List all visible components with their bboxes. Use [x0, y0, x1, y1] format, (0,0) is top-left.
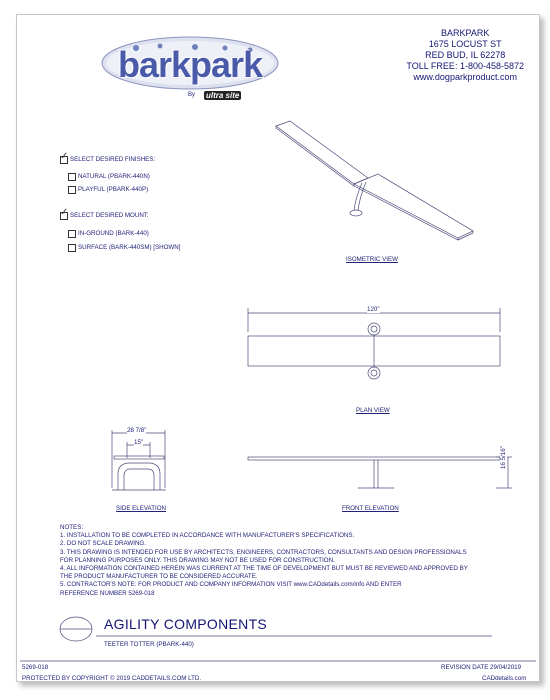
isometric-drawing — [276, 121, 473, 240]
isometric-view-label: ISOMETRIC VIEW — [346, 256, 398, 263]
company-address: 1675 LOCUST ST — [428, 39, 502, 49]
company-phone: TOLL FREE: 1-800-458-5872 — [406, 61, 524, 71]
mount-label: SELECT DESIRED MOUNT: — [70, 212, 149, 219]
company-name: BARKPARK — [441, 28, 490, 38]
caddetails-link[interactable]: CADdetails.com — [482, 675, 527, 682]
note-line: 3. THIS DRAWING IS INTENDED FOR USE BY ARCHITECTS, ENGINEERS, CONTRACTORS, CONSULTANTS AND DESIGN PROFESSIONALS — [60, 548, 467, 556]
note-line: FOR PLANNING PURPOSES ONLY. THIS DRAWING MAY NOT BE USED FOR CONSTRUCTION. — [60, 556, 335, 564]
check-mark-icon: ✓ — [60, 151, 69, 162]
side-inner-dimension: 15" — [134, 439, 144, 446]
side-outer-dimension: 28 7/8" — [127, 427, 147, 434]
notes-section — [60, 524, 468, 598]
front-elevation-drawing — [248, 457, 512, 488]
plan-length-dimension: 120" — [367, 306, 380, 313]
mount-inground-label: IN-GROUND (BARK-440) — [78, 230, 149, 237]
logo-byline: By — [188, 92, 196, 98]
note-line: REFERENCE NUMBER 5269-018 — [60, 589, 155, 597]
plan-view-label: PLAN VIEW — [356, 407, 390, 414]
logo-wordmark: barkpark — [118, 44, 263, 85]
side-elevation-label: SIDE ELEVATION — [116, 505, 166, 512]
notes-heading: NOTES: — [60, 524, 84, 531]
front-height-dimension: 16 5/16" — [500, 446, 507, 469]
check-mark-icon: ✓ — [60, 207, 69, 218]
company-website[interactable]: www.dogparkproduct.com — [413, 72, 517, 82]
note-line: 2. DO NOT SCALE DRAWING. — [60, 540, 146, 548]
drawing-title: AGILITY COMPONENTS — [104, 616, 268, 632]
company-city: RED BUD, IL 62278 — [425, 50, 506, 60]
revision-date: REVISION DATE 29/04/2019 — [441, 664, 522, 671]
note-line: 4. ALL INFORMATION CONTAINED HEREIN WAS CURRENT AT THE TIME OF DEVELOPMENT BUT MUST BE REVIEWED AND APPROVED BY — [60, 565, 468, 573]
note-line: 5. CONTRACTOR'S NOTE: FOR PRODUCT AND COMPANY INFORMATION VISIT www.CADdetails.com/info AND ENTER — [60, 581, 402, 589]
finish-natural-label: NATURAL (PBARK-440N) — [78, 173, 150, 180]
copyright-notice: PROTECTED BY COPYRIGHT © 2019 CADDETAILS.COM LTD. — [22, 675, 202, 682]
drawing-subtitle: TEETER TOTTER (PBARK-440) — [104, 641, 194, 648]
front-elevation-label: FRONT ELEVATION — [342, 505, 399, 512]
ultra-site-logo: ultra site — [206, 91, 240, 100]
title-block-frame — [20, 617, 536, 661]
note-line: THE PRODUCT MANUFACTURER TO BE CONSIDERED ACCURATE. — [60, 573, 258, 581]
plan-drawing — [248, 308, 500, 379]
finishes-label: SELECT DESIRED FINISHES: — [70, 156, 156, 163]
note-line: 1. INSTALLATION TO BE COMPLETED IN ACCORDANCE WITH MANUFACTURER'S SPECIFICATIONS. — [60, 532, 355, 540]
finish-playful-label: PLAYFUL (PBARK-440P) — [78, 186, 149, 193]
reference-number: 5269-018 — [22, 664, 49, 671]
mount-surface-label: SURFACE (BARK-440SM) [SHOWN] — [78, 244, 181, 251]
